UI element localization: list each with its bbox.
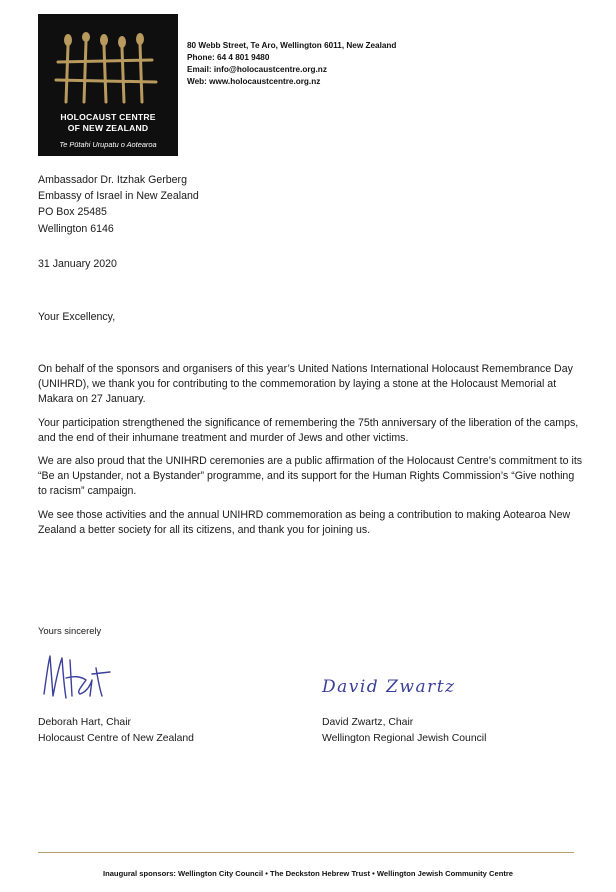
contact-email: Email: info@holocaustcentre.org.nz	[187, 65, 327, 74]
organisation-logo	[38, 14, 178, 156]
logo-maori-name: Te Pūtahi Urupatu o Aotearoa	[59, 140, 157, 149]
body-paragraph: Your participation strengthened the significance of remembering the 75th anniversary of the liberation of the camps, and the end of their inhumane treatment and murder of Jews and other victims.	[38, 416, 579, 444]
contact-address: 80 Webb Street, Te Aro, Wellington 6011, New Zealand	[187, 41, 397, 50]
signer-left-organisation: Holocaust Centre of New Zealand	[38, 733, 194, 744]
footer-divider	[38, 852, 574, 853]
body-paragraph: We see those activities and the annual UNIHRD commemoration as being a contribution to making Aotearoa New Zealand a better society for all its citizens, and thank you for joining us.	[38, 508, 571, 536]
logo-org-name-line2: OF NEW ZEALAND	[67, 123, 149, 133]
signature-deborah-hart	[40, 650, 130, 711]
letter-date: 31 January 2020	[38, 258, 117, 270]
footer-sponsors: Inaugural sponsors: Wellington City Council • The Deckston Hebrew Trust • Wellington Jewish Community Centre	[102, 869, 514, 878]
body-paragraph: On behalf of the sponsors and organisers of this year’s United Nations International Holocaust Remembrance Day (UNIHRD), we thank you for contributing to the commemoration by laying a stone at the Holocaust Memorial at Makara on 27 January.	[38, 363, 573, 406]
signer-left	[38, 715, 194, 747]
signer-right	[322, 715, 486, 747]
signer-right-organisation: Wellington Regional Jewish Council	[322, 733, 487, 744]
signature-script-text: David Zwartz	[322, 677, 456, 697]
letter-body	[38, 362, 583, 546]
signer-left-name: Deborah Hart, Chair	[38, 717, 131, 728]
memorial-candles-icon	[52, 32, 164, 108]
signature-david-zwartz	[320, 670, 500, 705]
addressee-po-box: PO Box 25485	[38, 206, 107, 219]
addressee-name: Ambassador Dr. Itzhak Gerberg	[38, 174, 187, 186]
closing: Yours sincerely	[38, 625, 102, 636]
contact-block	[187, 40, 396, 88]
logo-org-name-line1: HOLOCAUST CENTRE	[60, 112, 156, 122]
contact-phone: Phone: 64 4 801 9480	[187, 53, 270, 62]
contact-web: Web: www.holocaustcentre.org.nz	[187, 77, 321, 86]
salutation: Your Excellency,	[38, 311, 116, 323]
body-paragraph: We are also proud that the UNIHRD ceremonies are a public affirmation of the Holocaust Centre’s commitment to its “Be an Upstander, not a Bystander” programme, and its support for the Human Rights Commission’s “Give nothing to racism” campaign.	[38, 455, 583, 498]
addressee-block	[38, 172, 199, 237]
addressee-organisation: Embassy of Israel in New Zealand	[38, 190, 199, 203]
addressee-city: Wellington 6146	[38, 222, 114, 235]
signer-right-name: David Zwartz, Chair	[322, 717, 414, 728]
